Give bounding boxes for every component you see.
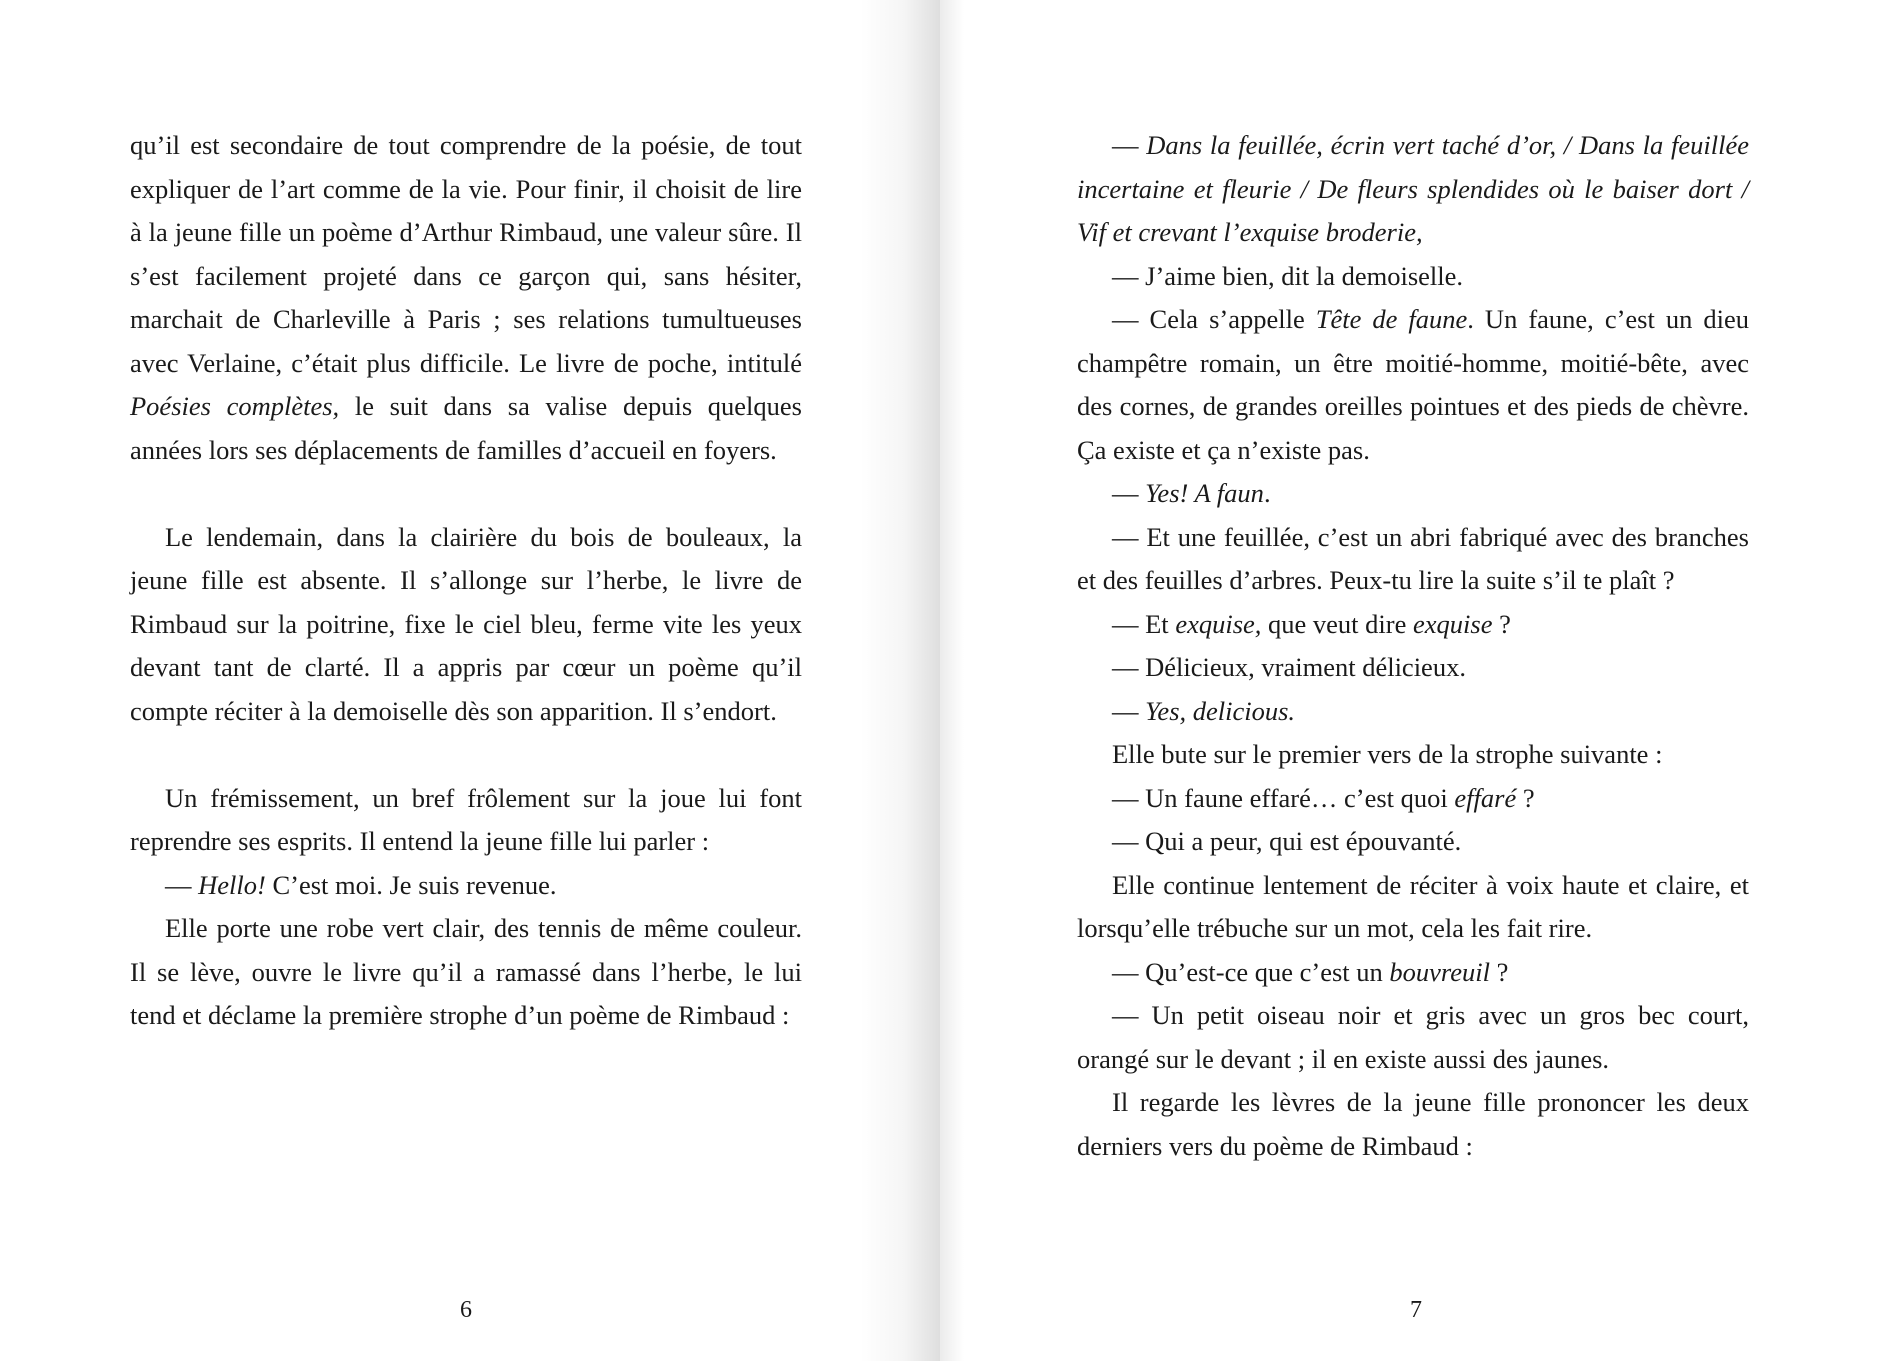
dialogue-line: — Un petit oiseau noir et gris avec un gros bec court, orangé sur le devant ; il en existe aussi des jaunes. <box>1077 1000 1749 1074</box>
paragraph-gap <box>130 472 802 516</box>
dialogue-line: — Un faune effaré… c’est quoi effaré ? <box>1112 782 1535 813</box>
dialogue-line: — Et une feuillée, c’est un abri fabriqué avec des branches et des feuilles d’arbres. Peux-tu lire la suite s’il te plaît ? <box>1077 521 1749 595</box>
paragraph: qu’il est secondaire de tout comprendre de la poésie, de tout expliquer de l’art comme de la vie. Pour finir, il choisit de lire à la jeune fille un poème d’Arthur Rimbaud, une valeur sûre. Il s’est facilement projeté dans ce garçon qui, sans hésiter, marchait de Charleville à Paris ; ses relations tumultueuses avec Verlaine, c’était plus difficile. Le livre de poche, intitulé Poésies complètes, le suit dans sa valise depuis quelques années lors ses déplacements de familles d’accueil en foyers. <box>130 130 802 465</box>
paragraph: Le lendemain, dans la clairière du bois de bouleaux, la jeune fille est absente. Il s’allonge sur l’herbe, le livre de Rimbaud sur la poitrine, fixe le ciel bleu, ferme vite les yeux devant tant de clarté. Il a appris par cœur un poème qu’il compte réciter à la demoiselle dès son apparition. Il s’endort. <box>130 521 802 726</box>
paragraph: Elle continue lentement de réciter à voix haute et claire, et lorsqu’elle trébuche sur un mot, cela les fait rire. <box>1077 869 1749 943</box>
dialogue-line: — Cela s’appelle Tête de faune. Un faune, c’est un dieu champêtre romain, un être moitié-homme, moitié-bête, avec des cornes, de grandes oreilles pointues et des pieds de chèvre. Ça existe et ça n’existe pas. <box>1077 304 1749 465</box>
dialogue-line: — Yes! A faun. <box>1112 478 1271 508</box>
paragraph: Elle porte une robe vert clair, des tennis de même couleur. Il se lève, ouvre le livre qu’il a ramassé dans l’herbe, le lui tend et déclame la première strophe d’un poème de Rimbaud : <box>130 913 802 1030</box>
dialogue-line: — Délicieux, vraiment délicieux. <box>1112 652 1466 682</box>
dialogue-line: — Et exquise, que veut dire exquise ? <box>1112 608 1511 639</box>
page-number: 6 <box>460 1297 472 1323</box>
paragraph: Elle bute sur le premier vers de la strophe suivante : <box>1112 739 1663 769</box>
right-page-text <box>1077 124 1749 1168</box>
poem-quote: — Dans la feuillée, écrin vert taché d’or, / Dans la feuillée incertaine et fleurie / De fleurs splendides où le baiser dort / Vif et crevant l’exquise broderie, <box>1077 130 1749 247</box>
dialogue-line: — Qui a peur, qui est épouvanté. <box>1112 826 1462 856</box>
paragraph-gap <box>130 733 802 777</box>
left-page-text <box>130 124 802 1038</box>
dialogue-line: — Hello! C’est moi. Je suis revenue. <box>165 869 557 900</box>
dialogue-line: — J’aime bien, dit la demoiselle. <box>1112 260 1464 291</box>
dialogue-line: — Yes, delicious. <box>1112 695 1296 726</box>
page-number: 7 <box>1410 1297 1422 1323</box>
paragraph: Il regarde les lèvres de la jeune fille prononcer les deux derniers vers du poème de Rimbaud : <box>1077 1087 1749 1161</box>
dialogue-line: — Qu’est-ce que c’est un bouvreuil ? <box>1112 956 1509 987</box>
paragraph: Un frémissement, un bref frôlement sur la joue lui font reprendre ses esprits. Il entend la jeune fille lui parler : <box>130 782 802 856</box>
